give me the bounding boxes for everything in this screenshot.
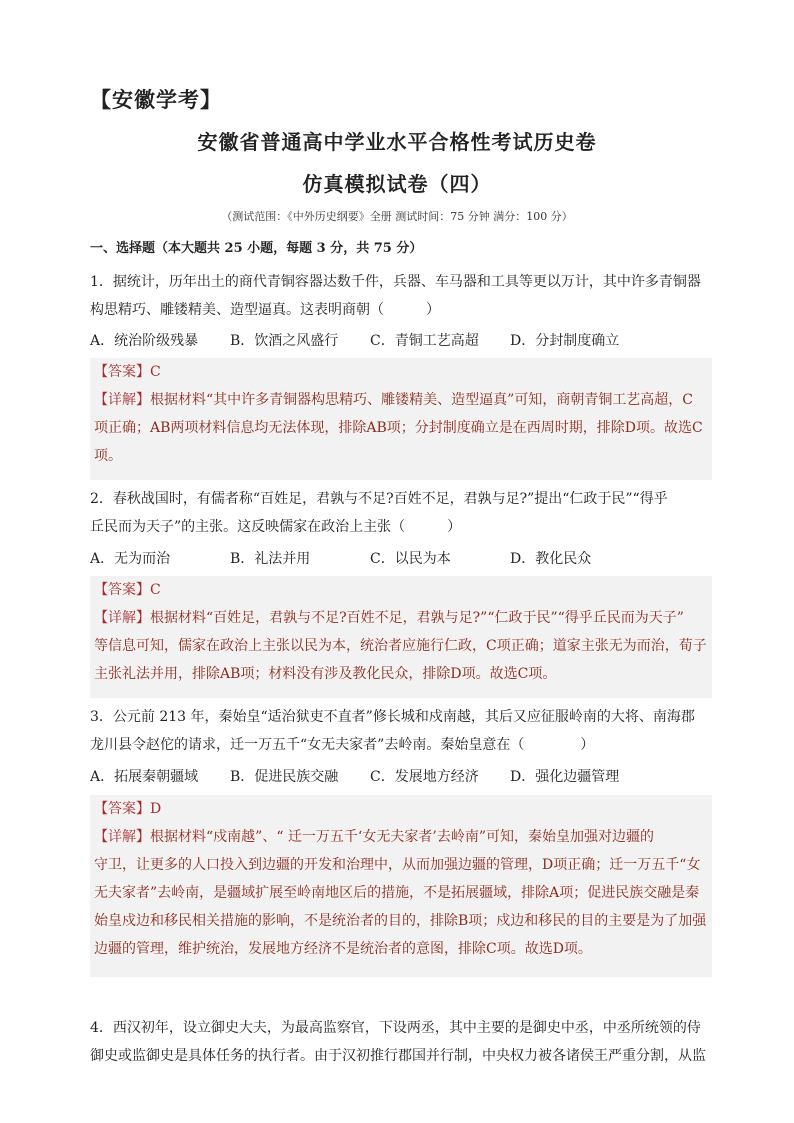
option-b: B．促进民族交融 <box>230 769 339 785</box>
explain-line: 边疆的管理，维护统治，发展地方经济不是统治者的意图，排除C项。故选D项。 <box>94 941 592 957</box>
explain-label: 【详解】 <box>94 392 150 408</box>
exam-title: 安徽省普通高中学业水平合格性考试历史卷 <box>197 130 597 154</box>
answer-label: 【答案】 <box>94 364 150 380</box>
question-3-stem <box>90 703 712 759</box>
explain-line: 主张礼法并用，排除AB项；材料没有涉及教化民众，排除D项。故选C项。 <box>94 666 557 682</box>
exam-subtitle: 仿真模拟试卷（四） <box>302 172 492 196</box>
explanation <box>94 386 708 414</box>
answer-line <box>94 576 708 604</box>
option-a: A．无为而治 <box>90 551 171 567</box>
stem-line: 御史或监御史是具体任务的执行者。由于汉初推行郡国并行制，中央权力被各诸侯王严重分割，从监 <box>90 1048 706 1064</box>
answer-value: D <box>150 801 162 817</box>
stem-line: 1．据统计，历年出土的商代青铜容器达数千件，兵器、车马器和工具等更以万计，其中许多青铜器 <box>90 274 701 290</box>
explain-line: 根据材料“戍南越”、“ 迁一万五千‘女无夫家者’去岭南”可知，秦始皇加强对边疆的 <box>150 829 654 845</box>
option-c: C．发展地方经济 <box>370 769 479 785</box>
option-c: C．青铜工艺高超 <box>370 333 479 349</box>
explain-label: 【详解】 <box>94 829 150 845</box>
stem-line: 丘民而为天子”的主张。这反映儒家在政治上主张（ ） <box>90 519 462 535</box>
explain-line: 项正确；AB两项材料信息均无法体现，排除AB项；分封制度确立是在西周时期，排除D项。故选C <box>94 420 703 436</box>
answer-label: 【答案】 <box>94 582 150 598</box>
option-b: B．饮酒之风盛行 <box>230 333 339 349</box>
option-b: B．礼法并用 <box>230 551 311 567</box>
stem-line: 3．公元前 213 年，秦始皇“适治狱吏不直者”修长城和戍南越，其后又应征服岭南的大将、南海郡 <box>90 709 695 725</box>
answer-value: C <box>150 582 161 598</box>
exam-scope: （测试范围：《中外历史纲要》全册 测试时间：75 分钟 满分：100 分） <box>221 210 573 223</box>
option-a: A．统治阶级残暴 <box>90 333 199 349</box>
explain-line: 根据材料“百姓足，君孰与不足?百姓不足，君孰与足?”“仁政于民”“得乎丘民而为天子” <box>150 610 684 626</box>
stem-line: 构思精巧、雕镂精美、造型逼真。这表明商朝（ ） <box>90 302 440 318</box>
explain-line: 无夫家者”去岭南，是疆域扩展至岭南地区后的措施，不是拓展疆域，排除A项；促进民族交融是秦 <box>94 885 700 901</box>
explain-line: 守卫，让更多的人口投入到边疆的开发和治理中，从而加强边疆的管理，D项正确；迁一万五千“女 <box>94 857 701 873</box>
stem-line: 2．春秋战国时，有儒者称“百姓足，君孰与不足?百姓不足，君孰与足?”提出“仁政于民”“得乎 <box>90 491 668 507</box>
option-d: D．强化边疆管理 <box>510 769 620 785</box>
stem-line: 4．西汉初年，设立御史大夫，为最高监察官，下设两丞，其中主要的是御史中丞，中丞所统领的侍 <box>90 1020 701 1036</box>
answer-label: 【答案】 <box>94 801 150 817</box>
question-1-options <box>90 331 619 351</box>
answer-line <box>94 358 708 386</box>
question-4-stem <box>90 1014 712 1070</box>
explain-line: 项。 <box>94 448 122 464</box>
explain-line: 始皇戍边和移民相关措施的影响，不是统治者的目的，排除B项；戍边和移民的目的主要是为了加强 <box>94 913 707 929</box>
question-2-options <box>90 549 591 569</box>
question-1-stem <box>90 268 712 324</box>
answer-line <box>94 795 708 823</box>
option-d: D．教化民众 <box>510 551 592 567</box>
option-a: A．拓展秦朝疆域 <box>90 769 199 785</box>
explanation <box>94 823 708 851</box>
explain-line: 等信息可知，儒家在政治上主张以民为本，统治者应施行仁政，C项正确；道家主张无为而治，荀子 <box>94 638 707 654</box>
question-3-options <box>90 767 619 787</box>
section-heading: 一、选择题（本大题共 25 小题，每题 3 分，共 75 分） <box>90 241 423 256</box>
exam-tag: 【安徽学考】 <box>90 87 222 112</box>
stem-line: 龙川县令赵佗的请求，迁一万五千“女无夫家者”去岭南。秦始皇意在（ ） <box>90 737 595 753</box>
option-d: D．分封制度确立 <box>510 333 620 349</box>
question-1-answer-box <box>90 358 712 480</box>
question-2-stem <box>90 485 712 541</box>
option-c: C．以民为本 <box>370 551 451 567</box>
explain-line: 根据材料“其中许多青铜器构思精巧、雕镂精美、造型逼真”可知，商朝青铜工艺高超，C <box>150 392 694 408</box>
explanation <box>94 604 708 632</box>
explain-label: 【详解】 <box>94 610 150 626</box>
answer-value: C <box>150 364 161 380</box>
question-3-answer-box <box>90 795 712 977</box>
question-2-answer-box <box>90 576 712 698</box>
